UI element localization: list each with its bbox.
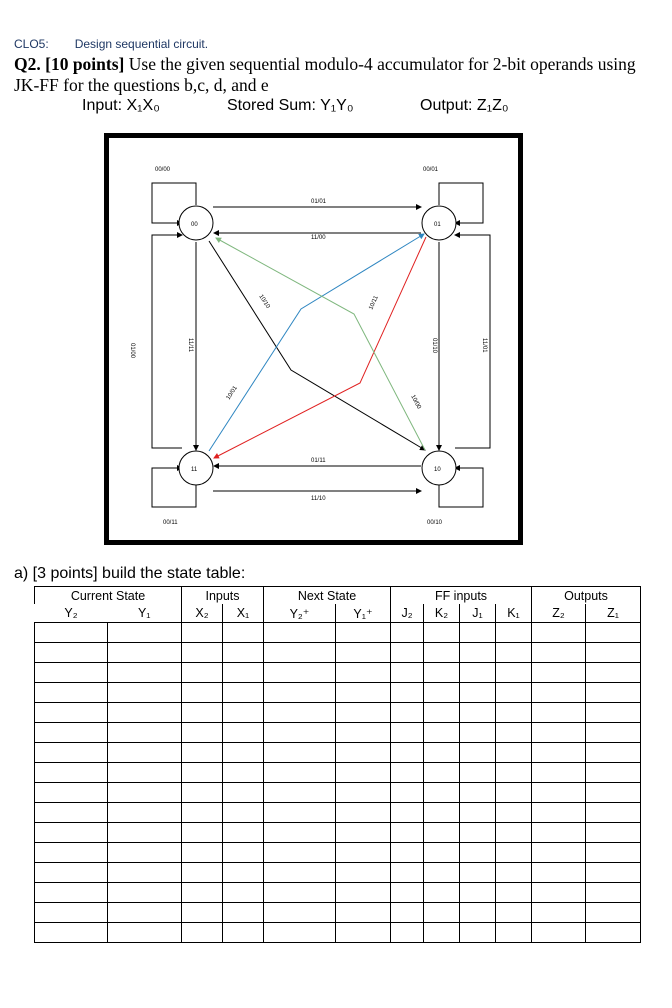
table-cell[interactable]: [182, 803, 223, 823]
table-row: [35, 623, 641, 643]
table-cell[interactable]: [264, 783, 336, 803]
table-cell[interactable]: [460, 683, 496, 703]
table-cell[interactable]: [35, 843, 108, 863]
table-cell[interactable]: [496, 743, 532, 763]
table-cell[interactable]: [336, 823, 391, 843]
table-cell[interactable]: [532, 643, 586, 663]
table-cell[interactable]: [108, 783, 182, 803]
table-row: [35, 783, 641, 803]
table-cell[interactable]: [223, 743, 264, 763]
table-cell[interactable]: [35, 683, 108, 703]
table-cell[interactable]: [182, 843, 223, 863]
table-cell[interactable]: [586, 863, 641, 883]
table-cell[interactable]: [182, 783, 223, 803]
table-cell[interactable]: [586, 743, 641, 763]
table-cell[interactable]: [264, 703, 336, 723]
label-00-11: 11/11: [187, 338, 193, 353]
table-cell[interactable]: [586, 683, 641, 703]
table-cell[interactable]: [336, 743, 391, 763]
group-next-state: Next State: [264, 587, 391, 605]
table-cell[interactable]: [532, 783, 586, 803]
table-cell[interactable]: [182, 623, 223, 643]
table-cell[interactable]: [223, 723, 264, 743]
diag-red: [214, 237, 426, 458]
table-cell[interactable]: [496, 863, 532, 883]
table-cell[interactable]: [391, 723, 424, 743]
table-cell[interactable]: [460, 863, 496, 883]
label-self-10: 00/10: [427, 520, 443, 526]
table-cell[interactable]: [532, 703, 586, 723]
table-cell[interactable]: [35, 863, 108, 883]
table-cell[interactable]: [336, 903, 391, 923]
table-cell[interactable]: [108, 723, 182, 743]
table-cell[interactable]: [35, 723, 108, 743]
diag-green: [216, 238, 425, 450]
table-cell[interactable]: [460, 803, 496, 823]
table-cell[interactable]: [460, 843, 496, 863]
table-cell[interactable]: [108, 843, 182, 863]
label-01-10: 01/10: [431, 338, 437, 354]
table-cell[interactable]: [35, 883, 108, 903]
input-label: Input: X₁X₀: [82, 97, 160, 114]
table-cell[interactable]: [391, 823, 424, 843]
col-x1: X₁: [223, 604, 264, 623]
col-k1: K₁: [496, 604, 532, 623]
table-cell[interactable]: [586, 723, 641, 743]
table-row: [35, 763, 641, 783]
table-cell[interactable]: [424, 783, 460, 803]
table-cell[interactable]: [223, 923, 264, 943]
clo-label: CLO5:: [14, 37, 49, 51]
table-cell[interactable]: [586, 763, 641, 783]
table-cell[interactable]: [264, 763, 336, 783]
table-cell[interactable]: [336, 663, 391, 683]
table-cell[interactable]: [336, 803, 391, 823]
table-cell[interactable]: [586, 883, 641, 903]
table-cell[interactable]: [336, 723, 391, 743]
group-current-state: Current State: [35, 587, 182, 605]
table-cell[interactable]: [424, 923, 460, 943]
table-cell[interactable]: [424, 743, 460, 763]
table-cell[interactable]: [391, 923, 424, 943]
table-cell[interactable]: [424, 863, 460, 883]
table-cell[interactable]: [391, 903, 424, 923]
table-cell[interactable]: [586, 923, 641, 943]
state-00-label: 00: [191, 222, 198, 228]
stored-sum-label: Stored Sum: Y₁Y₀: [227, 97, 354, 114]
table-cell[interactable]: [264, 663, 336, 683]
table-cell[interactable]: [391, 783, 424, 803]
table-row: [35, 723, 641, 743]
col-k2: K₂: [424, 604, 460, 623]
table-cell[interactable]: [336, 763, 391, 783]
table-cell[interactable]: [223, 663, 264, 683]
table-cell[interactable]: [532, 803, 586, 823]
clo-header: [14, 37, 208, 51]
table-cell[interactable]: [108, 703, 182, 723]
table-cell[interactable]: [496, 923, 532, 943]
table-cell[interactable]: [496, 763, 532, 783]
diag-black: [209, 241, 425, 450]
table-cell[interactable]: [223, 783, 264, 803]
table-cell[interactable]: [460, 743, 496, 763]
clo-description: Design sequential circuit.: [74, 37, 209, 51]
table-cell[interactable]: [424, 643, 460, 663]
table-cell[interactable]: [424, 763, 460, 783]
table-cell[interactable]: [223, 823, 264, 843]
table-cell[interactable]: [532, 763, 586, 783]
col-z2: Z₂: [532, 604, 586, 623]
table-cell[interactable]: [391, 843, 424, 863]
table-cell[interactable]: [532, 883, 586, 903]
table-cell[interactable]: [336, 683, 391, 703]
table-cell[interactable]: [391, 643, 424, 663]
table-cell[interactable]: [336, 883, 391, 903]
table-cell[interactable]: [108, 863, 182, 883]
table-cell[interactable]: [532, 823, 586, 843]
table-cell[interactable]: [460, 723, 496, 743]
table-cell[interactable]: [496, 623, 532, 643]
table-cell[interactable]: [223, 863, 264, 883]
table-cell[interactable]: [223, 683, 264, 703]
table-cell[interactable]: [336, 783, 391, 803]
table-row: [35, 643, 641, 663]
table-cell[interactable]: [496, 803, 532, 823]
label-left-11-00: 01/00: [129, 343, 135, 359]
table-cell[interactable]: [496, 843, 532, 863]
table-cell[interactable]: [336, 863, 391, 883]
table-row: [35, 883, 641, 903]
table-cell[interactable]: [424, 803, 460, 823]
group-outputs: Outputs: [532, 587, 641, 605]
table-cell[interactable]: [391, 683, 424, 703]
label-11-10: 01/11: [311, 458, 326, 464]
table-cell[interactable]: [460, 643, 496, 663]
col-y2-next: Y₂⁺: [264, 604, 336, 623]
question-number: Q2.: [14, 54, 41, 74]
table-cell[interactable]: [182, 863, 223, 883]
table-cell[interactable]: [586, 823, 641, 843]
table-cell[interactable]: [391, 743, 424, 763]
table-cell[interactable]: [391, 763, 424, 783]
table-row: [35, 923, 641, 943]
col-z1: Z₁: [586, 604, 641, 623]
table-cell[interactable]: [586, 803, 641, 823]
table-cell[interactable]: [532, 923, 586, 943]
label-self-00: 00/00: [155, 167, 171, 173]
table-row: [35, 663, 641, 683]
table-cell[interactable]: [182, 763, 223, 783]
table-cell[interactable]: [460, 623, 496, 643]
table-cell[interactable]: [532, 903, 586, 923]
table-cell[interactable]: [460, 663, 496, 683]
table-cell[interactable]: [35, 763, 108, 783]
state-11-label: 11: [191, 467, 198, 473]
table-cell[interactable]: [532, 683, 586, 703]
table-cell[interactable]: [108, 743, 182, 763]
table-cell[interactable]: [496, 643, 532, 663]
diag-blue: [209, 234, 424, 451]
table-cell[interactable]: [264, 863, 336, 883]
table-cell[interactable]: [35, 703, 108, 723]
table-cell[interactable]: [424, 823, 460, 843]
table-cell[interactable]: [424, 663, 460, 683]
table-cell[interactable]: [496, 683, 532, 703]
table-cell[interactable]: [586, 703, 641, 723]
table-cell[interactable]: [182, 703, 223, 723]
label-10-11: 11/10: [311, 496, 326, 502]
table-cell[interactable]: [223, 843, 264, 863]
col-y1: Y₁: [108, 604, 182, 623]
table-cell[interactable]: [223, 763, 264, 783]
table-cell[interactable]: [182, 923, 223, 943]
table-cell[interactable]: [264, 843, 336, 863]
group-inputs: Inputs: [182, 587, 264, 605]
col-x2: X₂: [182, 604, 223, 623]
table-cell[interactable]: [532, 663, 586, 683]
table-cell[interactable]: [223, 903, 264, 923]
question-body: Use the given sequential modulo-4 accumulator for 2-bit operands using JK-FF for the questions b,c, d, and e: [14, 54, 636, 95]
table-cell[interactable]: [391, 663, 424, 683]
table-cell[interactable]: [264, 923, 336, 943]
table-row: [35, 743, 641, 763]
table-cell[interactable]: [182, 663, 223, 683]
table-cell[interactable]: [264, 743, 336, 763]
table-cell[interactable]: [182, 743, 223, 763]
table-cell[interactable]: [108, 623, 182, 643]
table-cell[interactable]: [532, 863, 586, 883]
table-cell[interactable]: [391, 863, 424, 883]
table-cell[interactable]: [586, 843, 641, 863]
table-cell[interactable]: [223, 703, 264, 723]
table-cell[interactable]: [35, 623, 108, 643]
table-cell[interactable]: [108, 763, 182, 783]
table-cell[interactable]: [223, 643, 264, 663]
table-cell[interactable]: [586, 623, 641, 643]
table-cell[interactable]: [336, 703, 391, 723]
table-cell[interactable]: [182, 683, 223, 703]
table-cell[interactable]: [108, 683, 182, 703]
col-j1: J₁: [460, 604, 496, 623]
table-cell[interactable]: [532, 843, 586, 863]
state-10-label: 10: [434, 467, 441, 473]
table-row: [35, 823, 641, 843]
table-cell[interactable]: [460, 903, 496, 923]
table-row: [35, 803, 641, 823]
table-cell[interactable]: [532, 743, 586, 763]
label-diag-green: 10/00: [409, 394, 422, 411]
table-cell[interactable]: [35, 803, 108, 823]
table-cell[interactable]: [264, 803, 336, 823]
label-diag-red: 10/11: [368, 295, 380, 311]
table-cell[interactable]: [532, 723, 586, 743]
table-cell[interactable]: [460, 823, 496, 843]
table-cell[interactable]: [108, 823, 182, 843]
table-cell[interactable]: [424, 703, 460, 723]
label-diag-blue: 10/01: [225, 385, 239, 402]
group-ff-inputs: FF inputs: [391, 587, 532, 605]
table-cell[interactable]: [460, 783, 496, 803]
table-cell[interactable]: [108, 803, 182, 823]
table-cell[interactable]: [391, 623, 424, 643]
table-cell[interactable]: [264, 683, 336, 703]
table-cell[interactable]: [460, 923, 496, 943]
table-cell[interactable]: [586, 643, 641, 663]
label-10-01: 11/01: [481, 338, 487, 353]
table-cell[interactable]: [35, 903, 108, 923]
col-y1-next: Y₁⁺: [336, 604, 391, 623]
state-diagram: [104, 133, 523, 545]
table-cell[interactable]: [182, 903, 223, 923]
table-cell[interactable]: [424, 843, 460, 863]
table-cell[interactable]: [336, 623, 391, 643]
table-cell[interactable]: [264, 903, 336, 923]
table-cell[interactable]: [496, 723, 532, 743]
table-cell[interactable]: [460, 763, 496, 783]
table-cell[interactable]: [496, 823, 532, 843]
label-self-01: 00/01: [423, 167, 439, 173]
table-row: [35, 683, 641, 703]
state-table: [34, 586, 641, 943]
table-row: [35, 903, 641, 923]
label-00-01: 01/01: [311, 199, 327, 205]
table-cell[interactable]: [586, 783, 641, 803]
col-j2: J₂: [391, 604, 424, 623]
table-cell[interactable]: [424, 723, 460, 743]
table-cell[interactable]: [108, 923, 182, 943]
table-cell[interactable]: [424, 623, 460, 643]
table-cell[interactable]: [586, 903, 641, 923]
table-cell[interactable]: [182, 643, 223, 663]
table-cell[interactable]: [424, 683, 460, 703]
part-a-title: a) [3 points] build the state table:: [14, 565, 246, 582]
table-cell[interactable]: [35, 643, 108, 663]
table-cell[interactable]: [35, 923, 108, 943]
label-diag-black: 10/10: [257, 293, 271, 310]
table-cell[interactable]: [496, 703, 532, 723]
table-cell[interactable]: [35, 743, 108, 763]
label-self-11: 00/11: [163, 520, 178, 526]
state-01-label: 01: [434, 222, 441, 228]
question-points: [10 points]: [45, 54, 125, 74]
table-cell[interactable]: [391, 703, 424, 723]
table-cell[interactable]: [223, 623, 264, 643]
table-row: [35, 863, 641, 883]
label-01-00: 11/00: [311, 235, 326, 241]
table-cell[interactable]: [496, 663, 532, 683]
table-cell[interactable]: [496, 783, 532, 803]
table-cell[interactable]: [391, 803, 424, 823]
table-row: [35, 703, 641, 723]
table-cell[interactable]: [264, 623, 336, 643]
output-label: Output: Z₁Z₀: [420, 97, 509, 114]
table-cell[interactable]: [264, 643, 336, 663]
table-cell[interactable]: [35, 783, 108, 803]
arrow-11-to-00-outer: [152, 235, 182, 448]
table-cell[interactable]: [108, 883, 182, 903]
table-cell[interactable]: [182, 823, 223, 843]
table-cell[interactable]: [424, 883, 460, 903]
table-cell[interactable]: [108, 643, 182, 663]
table-cell[interactable]: [391, 883, 424, 903]
table-cell[interactable]: [460, 883, 496, 903]
table-cell[interactable]: [264, 723, 336, 743]
col-y2: Y₂: [35, 604, 108, 623]
table-cell[interactable]: [108, 903, 182, 923]
table-cell[interactable]: [336, 843, 391, 863]
table-cell[interactable]: [223, 883, 264, 903]
table-cell[interactable]: [182, 723, 223, 743]
table-cell[interactable]: [336, 643, 391, 663]
table-cell[interactable]: [264, 883, 336, 903]
table-row: [35, 843, 641, 863]
table-cell[interactable]: [35, 663, 108, 683]
table-cell[interactable]: [532, 623, 586, 643]
table-cell[interactable]: [586, 663, 641, 683]
table-cell[interactable]: [223, 803, 264, 823]
table-cell[interactable]: [424, 903, 460, 923]
table-cell[interactable]: [108, 663, 182, 683]
table-cell[interactable]: [336, 923, 391, 943]
table-cell[interactable]: [460, 703, 496, 723]
question-text: [14, 54, 664, 96]
table-cell[interactable]: [35, 823, 108, 843]
table-cell[interactable]: [264, 823, 336, 843]
table-cell[interactable]: [496, 903, 532, 923]
table-cell[interactable]: [496, 883, 532, 903]
table-cell[interactable]: [182, 883, 223, 903]
